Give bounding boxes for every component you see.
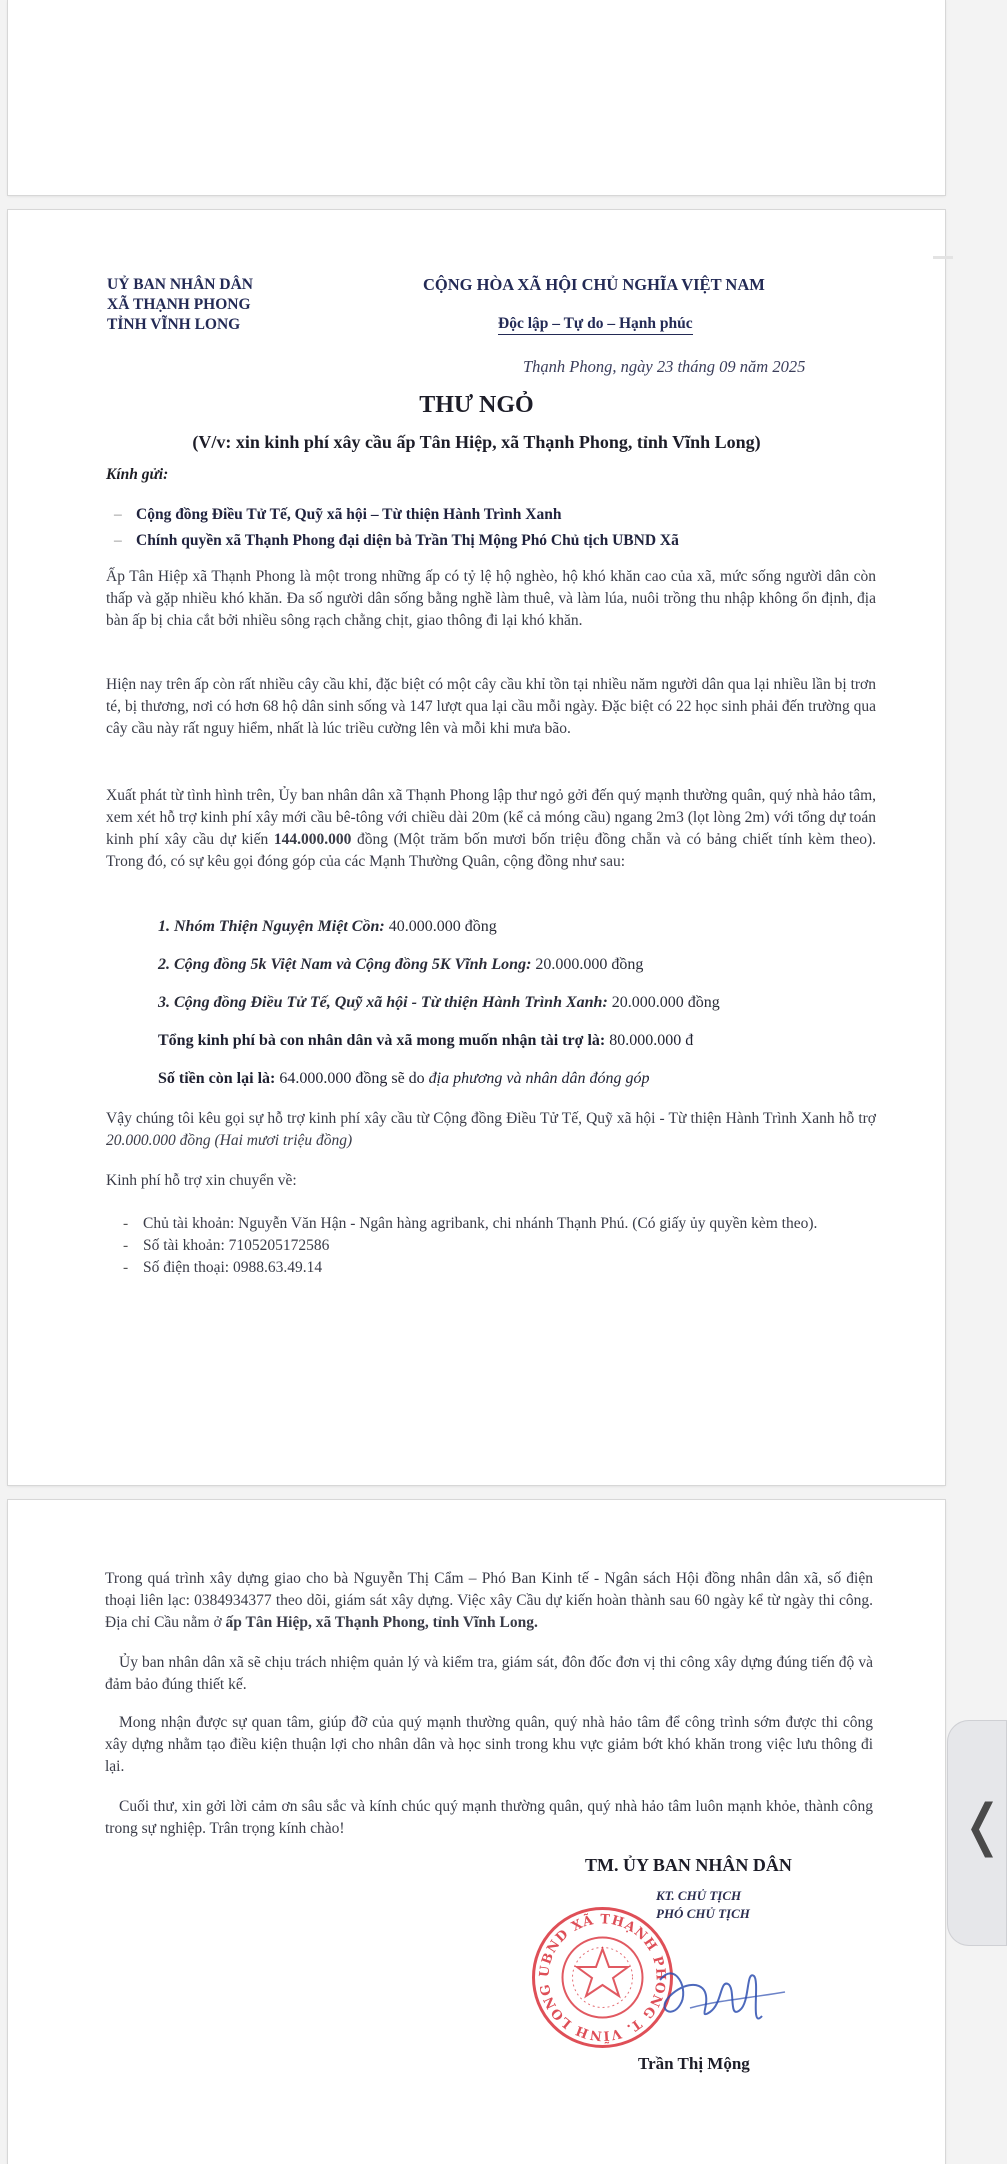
account-number: - Số tài khoản: 7105205172586 <box>123 1235 883 1257</box>
letter-date: Thạnh Phong, ngày 23 tháng 09 năm 2025 <box>523 357 806 376</box>
contribution-1-amount: 40.000.000 đồng <box>384 918 497 935</box>
transfer-details <box>123 1213 883 1279</box>
paragraph-context: Ấp Tân Hiệp xã Thạnh Phong là một trong những ấp có tỷ lệ hộ nghèo, hộ khó khăn cao của xã, mức sống người dân còn thấp và gặp nhiều khó khăn. Đa số người dân sống bằng nghề làm thuê, và làm lúa, nuôi trồng thu nhập không ổn định, địa bàn ấp bị chia cắt bởi nhiều sông rạch chằng chịt, giao thông đi lại khó khăn. <box>106 568 876 629</box>
national-title: CỘNG HÒA XÃ HỘI CHỦ NGHĨA VIỆT NAM <box>423 275 765 294</box>
previous-page-bottom <box>8 0 945 195</box>
paragraph-hope: Mong nhận được sự quan tâm, giúp đỡ của quý mạnh thường quân, quý nhà hảo tâm để công trình sớm được thi công xây dựng nhằm tạo điều kiện thuận lợi cho nhân dân và học sinh trong khu vực giảm bớt khó khăn trong việc lưu thông đi lại. <box>105 1714 873 1775</box>
national-motto: Độc lập – Tự do – Hạnh phúc <box>498 315 693 335</box>
funding-text-b: đồng (Một trăm bốn mươi bốn triệu đồng chẵn và có bảng chiết tính kèm theo). Trong đó, có sự kêu gọi đóng góp của các Mạnh Thường Quân, cộng đồng như sau: <box>106 831 877 870</box>
appeal-text: Vậy chúng tôi kêu gọi sự hỗ trợ kinh phí xây cầu từ Cộng đồng Điều Tử Tế, Quỹ xã hội - Từ thiện Hành Trình Xanh hỗ trợ <box>106 1110 876 1127</box>
contribution-2-name: 2. Cộng đồng 5k Việt Nam và Cộng đồng 5K Vĩnh Long: <box>158 956 532 973</box>
remaining-value: 64.000.000 đồng sẽ do <box>275 1070 429 1087</box>
svg-text:UBND XÃ THẠNH PHONG T. VĨNH LO: UBND XÃ THẠNH PHONG T. VĨNH LONG <box>537 1912 668 2043</box>
contribution-2-amount: 20.000.000 đồng <box>531 956 644 973</box>
greeting: Kính gửi: <box>106 466 169 483</box>
total-label: Tổng kinh phí bà con nhân dân và xã mong muốn nhận tài trợ là: <box>158 1032 606 1049</box>
bridge-address: ấp Tân Hiệp, xã Thạnh Phong, tỉnh Vĩnh Long. <box>225 1614 538 1631</box>
issuing-authority <box>107 275 253 335</box>
viewer-side-tab[interactable] <box>947 1720 1007 1946</box>
recipient-1: – Cộng đồng Điều Tử Tế, Quỹ xã hội – Từ thiện Hành Trình Xanh <box>114 506 562 523</box>
signatory-name: Trần Thị Mộng <box>638 2054 750 2073</box>
contribution-3-amount: 20.000.000 đồng <box>607 994 720 1011</box>
letter-subject: (V/v: xin kinh phí xây cầu ấp Tân Hiệp, xã Thạnh Phong, tỉnh Vĩnh Long) <box>192 432 761 452</box>
recipient-2: – Chính quyền xã Thạnh Phong đại diện bà Trần Thị Mộng Phó Chủ tịch UBND Xã <box>114 532 679 549</box>
paragraph-supervision <box>105 1568 873 1634</box>
signature-role: PHÓ CHỦ TỊCH <box>656 1906 750 1921</box>
paragraph-appeal <box>106 1108 876 1152</box>
remaining-note: địa phương và nhân dân đóng góp <box>428 1070 650 1087</box>
total-funding <box>158 1032 693 1050</box>
handwritten-signature-icon <box>650 1950 790 2040</box>
paragraph-funding-request <box>106 785 876 873</box>
recipient-1-text: Cộng đồng Điều Tử Tế, Quỹ xã hội – Từ thiện Hành Trình Xanh <box>136 506 562 523</box>
remaining-funding <box>158 1070 649 1088</box>
recipient-2-text: Chính quyền xã Thạnh Phong đại diện bà Trần Thị Mộng Phó Chủ tịch UBND Xã <box>136 532 679 549</box>
contribution-1-name: 1. Nhóm Thiện Nguyện Miệt Cồn: <box>158 918 385 935</box>
paragraph-responsibility: Ủy ban nhân dân xã sẽ chịu trách nhiệm quản lý và kiểm tra, giám sát, đôn đốc đơn vị thi công xây dựng đúng tiến độ và đảm bảo đúng thiết kế. <box>105 1654 873 1693</box>
contribution-2 <box>158 956 643 974</box>
chevron-left-icon[interactable]: ❬ <box>959 1793 1006 1858</box>
appeal-amount: 20.000.000 đồng (Hai mươi triệu đồng) <box>106 1132 353 1149</box>
page-scuff <box>933 256 953 259</box>
authority-line-3: TỈNH VĨNH LONG <box>107 316 241 333</box>
contribution-3 <box>158 994 720 1012</box>
total-value: 80.000.000 đ <box>605 1032 694 1049</box>
funding-amount: 144.000.000 <box>273 831 352 848</box>
phone-number: - Số điện thoại: 0988.63.49.14 <box>123 1257 883 1279</box>
contribution-1 <box>158 918 497 936</box>
letter-page-1 <box>8 210 945 1485</box>
signature-kt: KT. CHỦ TỊCH <box>656 1888 742 1903</box>
funding-text-a: Xuất phát từ tình hình trên, Ủy ban nhân dân xã Thạnh Phong lập thư ngỏ gởi đến quý mạnh thường quân, quý nhà hảo tâm, xem xét hỗ trợ kinh phí xây mới cầu bê-tông với chiều dài 20m (kể cả móng cầu) ngang 2m3 (lọt lòng 2m) với tổng dự toán kinh phí xây cầu dự kiến <box>106 787 876 848</box>
remaining-label: Số tiền còn lại là: <box>158 1070 276 1087</box>
letter-title: THƯ NGỎ <box>419 392 534 418</box>
authority-line-2: XÃ THẠNH PHONG <box>107 296 251 313</box>
paragraph-bridge-problem: Hiện nay trên ấp còn rất nhiều cây cầu khỉ, đặc biệt có một cây cầu khỉ tồn tại nhiều năm người dân qua lại nhiều lần bị trơn té, bị thương, nơi có hơn 68 hộ dân sinh sống và 147 lượt qua lại cầu mỗi ngày. Đặc biệt có 22 học sinh phải đến trường qua cây cầu này rất nguy hiểm, nhất là lúc triều cường lên và mỗi khi mưa bão. <box>106 676 876 737</box>
paragraph-closing: Cuối thư, xin gởi lời cảm ơn sâu sắc và kính chúc quý mạnh thường quân, quý nhà hảo tâm luôn mạnh khỏe, thành công trong sự nghiệp. Trân trọng kính chào! <box>105 1798 873 1837</box>
supervision-text: Trong quá trình xây dựng giao cho bà Nguyễn Thị Cẩm – Phó Ban Kinh tế - Ngân sách Hội đồng nhân dân xã, số điện thoại liên lạc: 0384934377 theo dõi, giám sát xây dựng. Việc xây Cầu dự kiến hoàn thành sau 60 ngày kể từ ngày thi công. Địa chỉ Cầu nằm ở <box>105 1570 873 1631</box>
authority-line-1: UỶ BAN NHÂN DÂN <box>107 276 253 293</box>
account-holder: - Chủ tài khoản: Nguyễn Văn Hận - Ngân hàng agribank, chi nhánh Thạnh Phú. (Có giấy ủy quyền kèm theo). <box>123 1213 883 1235</box>
contribution-3-name: 3. Cộng đồng Điều Tử Tế, Quỹ xã hội - Từ thiện Hành Trình Xanh: <box>158 994 608 1011</box>
signature-organization: TM. ỦY BAN NHÂN DÂN <box>585 1855 792 1875</box>
transfer-heading: Kinh phí hỗ trợ xin chuyển về: <box>106 1172 297 1189</box>
